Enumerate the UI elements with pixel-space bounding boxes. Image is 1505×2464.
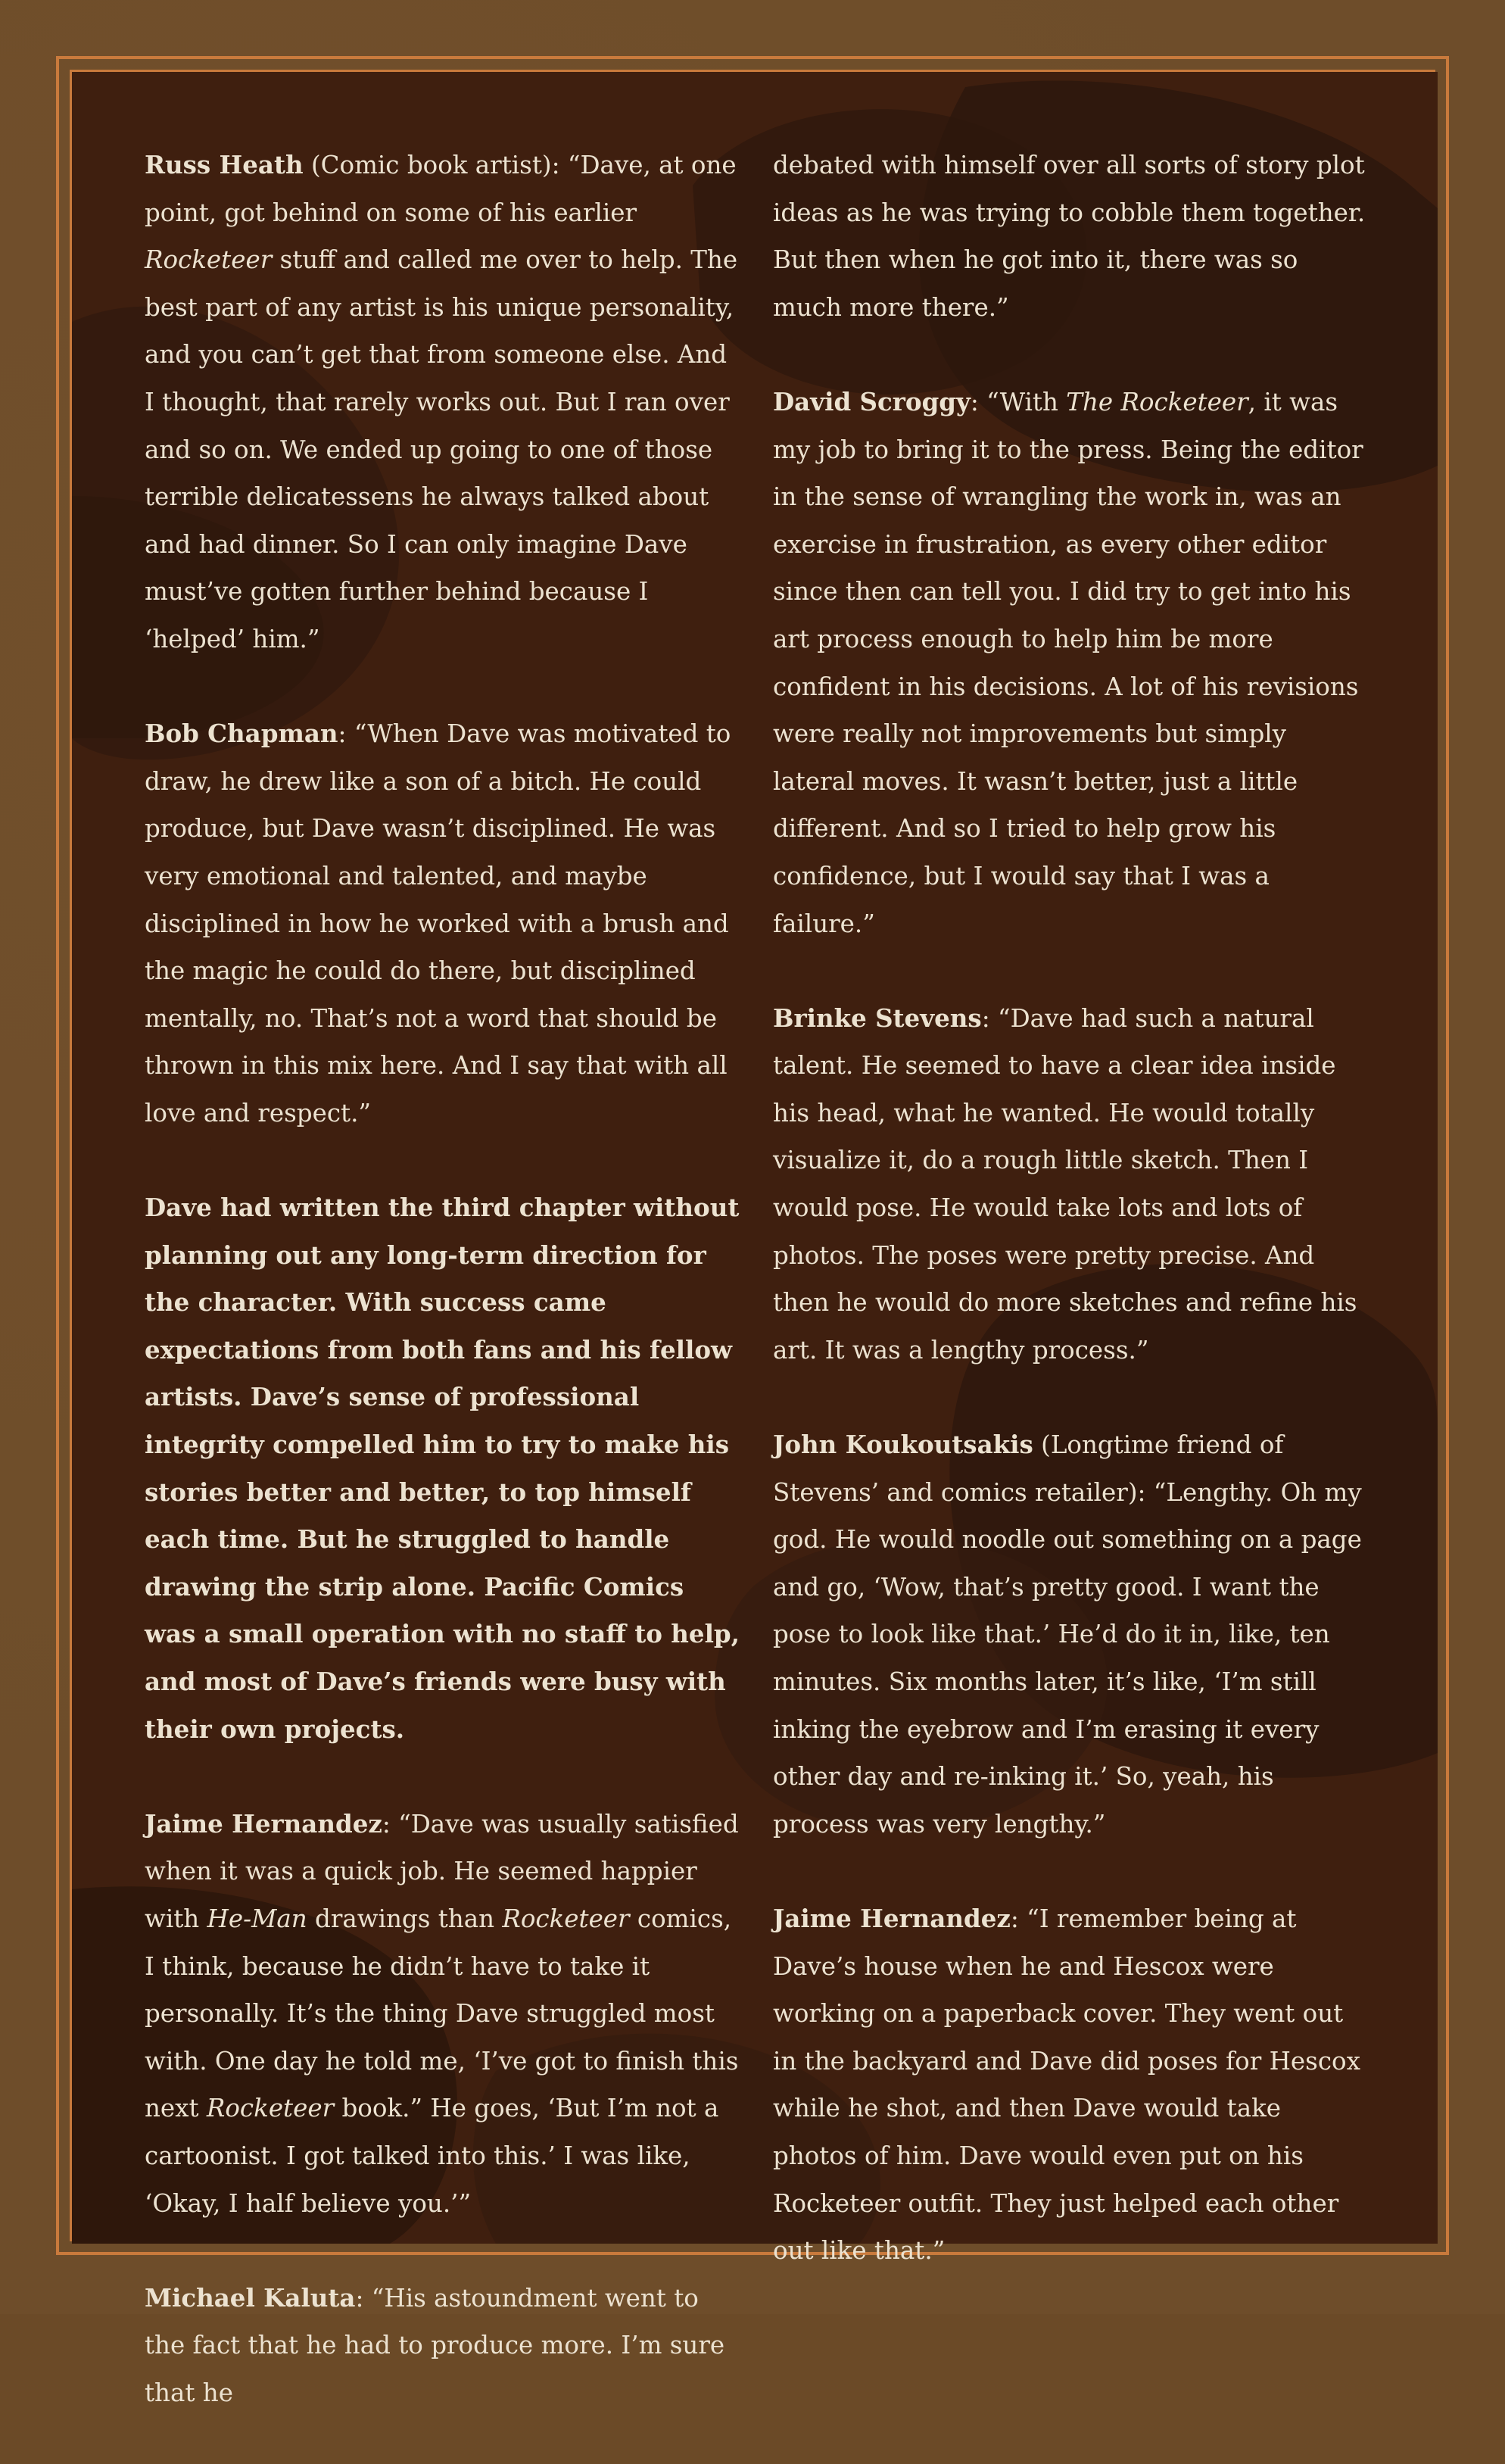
quote-text: book.” He goes, ‘But I’m not a cartoonist. I got talked into this.’ I was like, ‘Okay, I half believe you.’” <box>145 2094 719 2218</box>
speaker-name: Michael Kaluta <box>145 2282 356 2313</box>
speaker-name: Jaime Hernandez <box>145 1808 382 1839</box>
quote-text: (Comic book artist): “Dave, at one point, got behind on some of his earlier <box>145 151 737 227</box>
quote-text: drawings than <box>307 1904 503 1933</box>
quote-text: (Longtime friend of Stevens’ and comics retailer): “Lengthy. Oh my god. He would noodle out something on a page and go, ‘Wow, that’s pretty good. I want the pose to look like that.’ He’d do it in, like, ten minutes. Six months later, it’s like, ‘I’m still inking the eyebrow and I’m erasing it every other day and re-inking it.’ So, yeah, his process was very lengthy.” <box>773 1430 1362 1839</box>
speaker-name: Russ Heath <box>145 150 304 179</box>
quote-brinke-stevens <box>773 995 1371 1374</box>
italic-title: He-Man <box>207 1904 307 1933</box>
italic-title: Rocketeer <box>502 1904 630 1933</box>
speaker-name: Brinke Stevens <box>773 1003 982 1033</box>
quote-continuation: debated with himself over all sorts of story plot ideas as he was trying to cobble them together. But then when he got into it, there was so much more there.” <box>773 151 1366 322</box>
quote-john-koukoutsakis <box>773 1421 1371 1848</box>
quote-text: : “Dave was usually satisfied when it was a quick job. He seemed happier with <box>145 1809 739 1933</box>
quote-bob-chapman <box>145 710 743 1137</box>
quote-text: : “When Dave was motivated to draw, he drew like a son of a bitch. He could produce, but Dave wasn’t disciplined. He was very emotional and talented, and maybe disciplined in how he worked with a brush and the magic he could do there, but disciplined mentally, no. That’s not a word that should be thrown in this mix here. And I say that with all love and respect.” <box>145 719 731 1128</box>
quote-text: : “With <box>970 387 1067 416</box>
quote-text: , it was my job to bring it to the press. Being the editor in the sense of wrangling the work in, was an exercise in frustration, as every other editor since then can tell you. I did try to get into his art process enough to help him be more confident in his decisions. A lot of his revisions were really not improvements but simply lateral moves. It wasn’t better, just a little different. And so I tried to help grow his confidence, but I would say that I was a failure.” <box>773 387 1363 938</box>
quote-text: comics, I think, because he didn’t have to take it personally. It’s the thing Dave struggled most with. One day he told me, ‘I’ve got to finish this next <box>145 1904 739 2123</box>
text-panel <box>70 70 1435 2407</box>
italic-title: Rocketeer <box>206 2094 335 2123</box>
quote-jaime-hernandez-2 <box>773 1895 1371 2275</box>
quote-david-scroggy <box>773 379 1371 947</box>
speaker-name: David Scroggy <box>773 386 971 416</box>
speaker-name: Jaime Hernandez <box>773 1903 1011 1933</box>
speaker-name: John Koukoutsakis <box>773 1430 1033 1460</box>
italic-title: The Rocketeer <box>1066 387 1248 416</box>
quote-text: : “I remember being at Dave’s house when he and Hescox were working on a paperback cover. They went out in the backyard and Dave did poses for Hescox while he shot, and then Dave would take photos of him. Dave would even put on his Rocketeer outfit. They just helped each other out like that.” <box>773 1904 1360 2266</box>
left-column <box>145 142 743 2464</box>
right-column <box>773 142 1371 2322</box>
speaker-name: Bob Chapman <box>145 719 338 749</box>
quote-jaime-hernandez-1 <box>145 1801 743 2227</box>
quote-text: stuff and called me over to help. The best part of any artist is his unique personality, and you can’t get that from someone else. And I thought, that rarely works out. But I ran over and so on. We ended up going to one of those terrible delicatessens he always talked about and had dinner. So I can only imagine Dave must’ve gotten further behind because I ‘helped’ him.” <box>145 245 738 653</box>
narration-paragraph: Dave had written the third chapter without planning out any long-term direction for the character. With success came expectations from both fans and his fellow artists. Dave’s sense of professional integrity compelled him to try to make his stories better and better, to top himself each time. But he struggled to handle drawing the strip alone. Pacific Comics was a small operation with no staff to help, and most of Dave’s friends were busy with their own projects. <box>145 1193 740 1744</box>
italic-title: Rocketeer <box>145 245 273 275</box>
quote-text: : “Dave had such a natural talent. He seemed to have a clear idea inside his head, what he wanted. He would totally visualize it, do a rough little sketch. Then I would pose. He would take lots and lots of photos. The poses were pretty precise. And then he would do more sketches and refine his art. It was a lengthy process.” <box>773 1003 1357 1365</box>
quote-michael-kaluta <box>145 2275 743 2417</box>
quote-text: : “His astoundment went to the fact that he had to produce more. I’m sure that he <box>145 2283 725 2407</box>
quote-russ-heath <box>145 142 743 663</box>
